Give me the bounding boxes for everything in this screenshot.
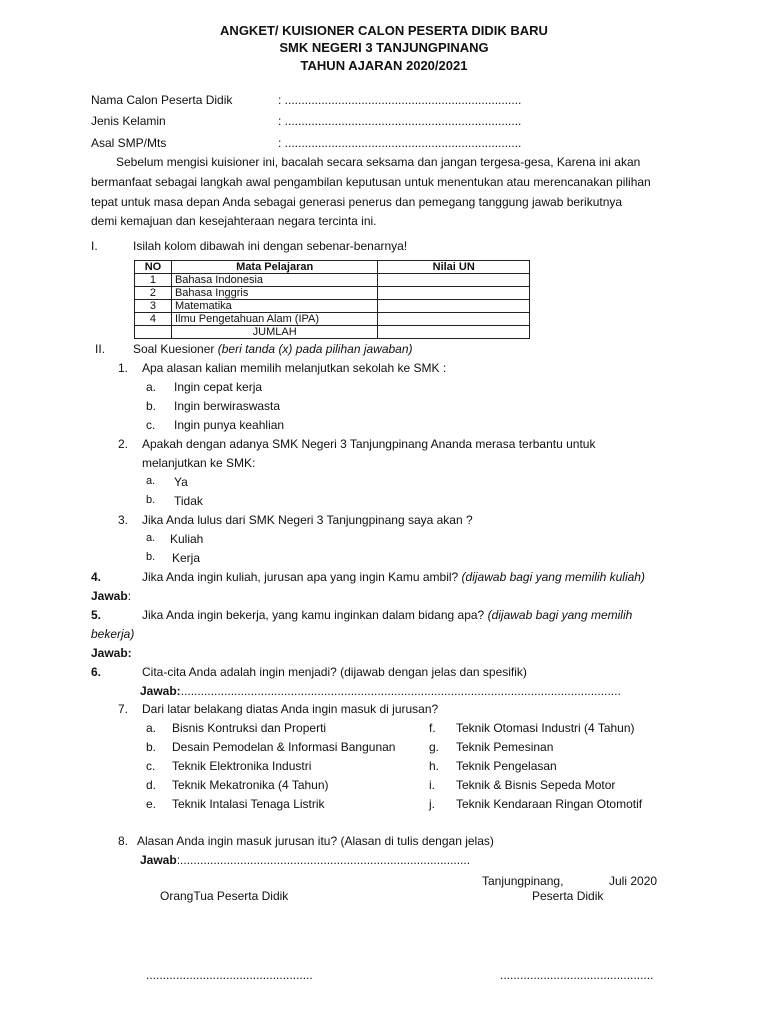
q1-option-letter: a. xyxy=(146,380,157,394)
q7-option-letter: a. xyxy=(146,721,157,735)
identity-label-school: Asal SMP/Mts xyxy=(91,136,167,150)
table-row xyxy=(135,300,530,313)
q2-number: 2. xyxy=(118,437,129,451)
q7-option-e[interactable]: Teknik Intalasi Tenaga Listrik xyxy=(172,797,325,811)
header-subject: Mata Pelajaran xyxy=(171,261,378,274)
q7-number: 7. xyxy=(118,702,129,716)
row-subject: Matematika xyxy=(171,300,378,313)
q7-option-letter: j. xyxy=(429,797,435,811)
signature-date: Juli 2020 xyxy=(609,874,658,888)
q7-text: Dari latar belakang diatas Anda ingin masuk di jurusan? xyxy=(142,702,439,716)
q1-option-a[interactable]: Ingin cepat kerja xyxy=(174,380,263,394)
table-header-row xyxy=(135,261,530,274)
row-score-cell[interactable] xyxy=(378,300,530,313)
q2-option-a[interactable]: Ya xyxy=(174,475,188,489)
header-no: NO xyxy=(135,261,172,274)
q2-option-b[interactable]: Tidak xyxy=(174,494,203,508)
q5-note-cont: bekerja) xyxy=(91,627,135,641)
q3-option-b[interactable]: Kerja xyxy=(172,551,201,565)
q8-answer-label: Jawab xyxy=(140,853,177,867)
signature-parent-label: OrangTua Peserta Didik xyxy=(160,889,289,903)
header-score: Nilai UN xyxy=(378,261,530,274)
intro-line-3: tepat untuk masa depan Anda sebagai generasi penerus dan pemegang tanggung jawab berikutnya xyxy=(91,195,623,209)
q7-option-letter: i. xyxy=(429,778,435,792)
signature-place: Tanjungpinang, xyxy=(482,874,564,888)
identity-label-name: Nama Calon Peserta Didik xyxy=(91,93,233,107)
section-2-title xyxy=(133,342,413,356)
q1-number: 1. xyxy=(118,361,129,375)
q7-option-letter: c. xyxy=(146,759,156,773)
q7-option-a[interactable]: Bisnis Kontruksi dan Properti xyxy=(172,721,327,735)
q4-answer-label: Jawab xyxy=(91,589,128,603)
q5-number: 5. xyxy=(91,608,102,622)
q5-note: (dijawab bagi yang memilih xyxy=(487,608,633,622)
row-subject: Bahasa Indonesia xyxy=(171,274,378,287)
q8-answer-dots: :....................................................................................... xyxy=(176,853,471,867)
section-2-number: II. xyxy=(95,342,106,356)
q7-option-i[interactable]: Teknik & Bisnis Sepeda Motor xyxy=(456,778,616,792)
q5-text: Jika Anda ingin bekerja, yang kamu inginkan dalam bidang apa? xyxy=(142,608,485,622)
q3-option-letter: b. xyxy=(146,551,156,563)
row-score-cell[interactable] xyxy=(378,274,530,287)
row-no: 1 xyxy=(135,274,172,287)
table-row xyxy=(135,287,530,300)
q7-option-b[interactable]: Desain Pemodelan & Informasi Bangunan xyxy=(172,740,396,754)
q3-option-a[interactable]: Kuliah xyxy=(170,532,204,546)
identity-label-gender: Jenis Kelamin xyxy=(91,114,166,128)
grades-table xyxy=(134,260,530,339)
table-total-row xyxy=(135,326,530,339)
q6-number: 6. xyxy=(91,665,102,679)
q5-question xyxy=(142,608,632,622)
q4-answer[interactable] xyxy=(91,589,131,603)
row-no: 2 xyxy=(135,287,172,300)
q6-answer[interactable] xyxy=(140,684,621,698)
intro-line-2: bermanfaat sebagai langkah awal pengambilan keputusan untuk menentukan atau merencanakan pilihan xyxy=(91,175,651,189)
row-subject: Bahasa Inggris xyxy=(171,287,378,300)
q7-option-letter: e. xyxy=(146,797,157,811)
identity-field-school[interactable]: : ....................................................................... xyxy=(278,136,522,150)
school-year: TAHUN AJARAN 2020/2021 xyxy=(300,58,468,73)
doc-title: ANGKET/ KUISIONER CALON PESERTA DIDIK BARU xyxy=(220,23,548,38)
q4-answer-colon: : xyxy=(127,589,132,603)
q3-number: 3. xyxy=(118,513,129,527)
q7-option-d[interactable]: Teknik Mekatronika (4 Tahun) xyxy=(172,778,329,792)
signature-line-student[interactable]: .............................................. xyxy=(500,968,654,982)
q2-text-line2: melanjutkan ke SMK: xyxy=(142,456,256,470)
school-name: SMK NEGERI 3 TANJUNGPINANG xyxy=(279,40,489,55)
section-2-note: (beri tanda (x) pada pilihan jawaban) xyxy=(217,342,413,356)
q2-option-letter: b. xyxy=(146,494,156,506)
intro-line-1: Sebelum mengisi kuisioner ini, bacalah secara seksama dan jangan tergesa-gesa, Karena ini akan xyxy=(116,155,641,169)
identity-field-gender[interactable]: : ....................................................................... xyxy=(278,114,522,128)
row-subject: Ilmu Pengetahuan Alam (IPA) xyxy=(171,313,378,326)
q7-option-h[interactable]: Teknik Pengelasan xyxy=(456,759,557,773)
q7-option-letter: f. xyxy=(429,721,436,735)
q4-question xyxy=(142,570,645,584)
q6-text: Cita-cita Anda adalah ingin menjadi? (dijawab dengan jelas dan spesifik) xyxy=(142,665,527,679)
q6-answer-label: Jawab: xyxy=(140,684,181,698)
row-no: 4 xyxy=(135,313,172,326)
section-1-instruction: Isilah kolom dibawah ini dengan sebenar-benarnya! xyxy=(133,239,408,253)
intro-line-4: demi kemajuan dan kesejahteraan negara tercinta ini. xyxy=(91,214,377,228)
total-empty-cell xyxy=(135,326,172,339)
section-1-number: I. xyxy=(91,239,98,253)
signature-student-label: Peserta Didik xyxy=(532,889,604,903)
q7-option-g[interactable]: Teknik Pemesinan xyxy=(456,740,554,754)
q8-text: Alasan Anda ingin masuk jurusan itu? (Alasan di tulis dengan jelas) xyxy=(137,834,494,848)
identity-field-name[interactable]: : ....................................................................... xyxy=(278,93,522,107)
q7-option-c[interactable]: Teknik Elektronika Industri xyxy=(172,759,312,773)
total-score-cell[interactable] xyxy=(378,326,530,339)
row-score-cell[interactable] xyxy=(378,313,530,326)
row-no: 3 xyxy=(135,300,172,313)
table-row xyxy=(135,313,530,326)
q3-text: Jika Anda lulus dari SMK Negeri 3 Tanjungpinang saya akan ? xyxy=(142,513,473,527)
q7-option-j[interactable]: Teknik Kendaraan Ringan Otomotif xyxy=(456,797,643,811)
q2-option-letter: a. xyxy=(146,475,156,487)
q4-number: 4. xyxy=(91,570,102,584)
row-score-cell[interactable] xyxy=(378,287,530,300)
q1-option-letter: c. xyxy=(146,418,156,432)
q7-option-letter: g. xyxy=(429,740,440,754)
q1-text: Apa alasan kalian memilih melanjutkan sekolah ke SMK : xyxy=(142,361,447,375)
q4-note: (dijawab bagi yang memilih kuliah) xyxy=(461,570,645,584)
q7-option-letter: h. xyxy=(429,759,440,773)
q5-answer-label[interactable]: Jawab: xyxy=(91,646,132,660)
q4-text: Jika Anda ingin kuliah, jurusan apa yang ingin Kamu ambil? xyxy=(142,570,459,584)
table-row xyxy=(135,274,530,287)
q8-number: 8. xyxy=(118,834,129,848)
q7-option-letter: d. xyxy=(146,778,157,792)
q3-option-letter: a. xyxy=(146,532,156,544)
signature-line-parent[interactable]: .................................................. xyxy=(146,968,313,982)
q2-text-line1: Apakah dengan adanya SMK Negeri 3 Tanjungpinang Ananda merasa terbantu untuk xyxy=(142,437,596,451)
q7-option-letter: b. xyxy=(146,740,157,754)
section-2-text: Soal Kuesioner xyxy=(133,342,215,356)
q7-option-f[interactable]: Teknik Otomasi Industri (4 Tahun) xyxy=(456,721,635,735)
total-label: JUMLAH xyxy=(171,326,378,339)
q8-answer[interactable] xyxy=(140,853,470,867)
q1-option-b[interactable]: Ingin berwiraswasta xyxy=(174,399,281,413)
q1-option-c[interactable]: Ingin punya keahlian xyxy=(174,418,285,432)
q6-answer-dots: .................................................................................................................................... xyxy=(180,684,621,698)
q1-option-letter: b. xyxy=(146,399,157,413)
